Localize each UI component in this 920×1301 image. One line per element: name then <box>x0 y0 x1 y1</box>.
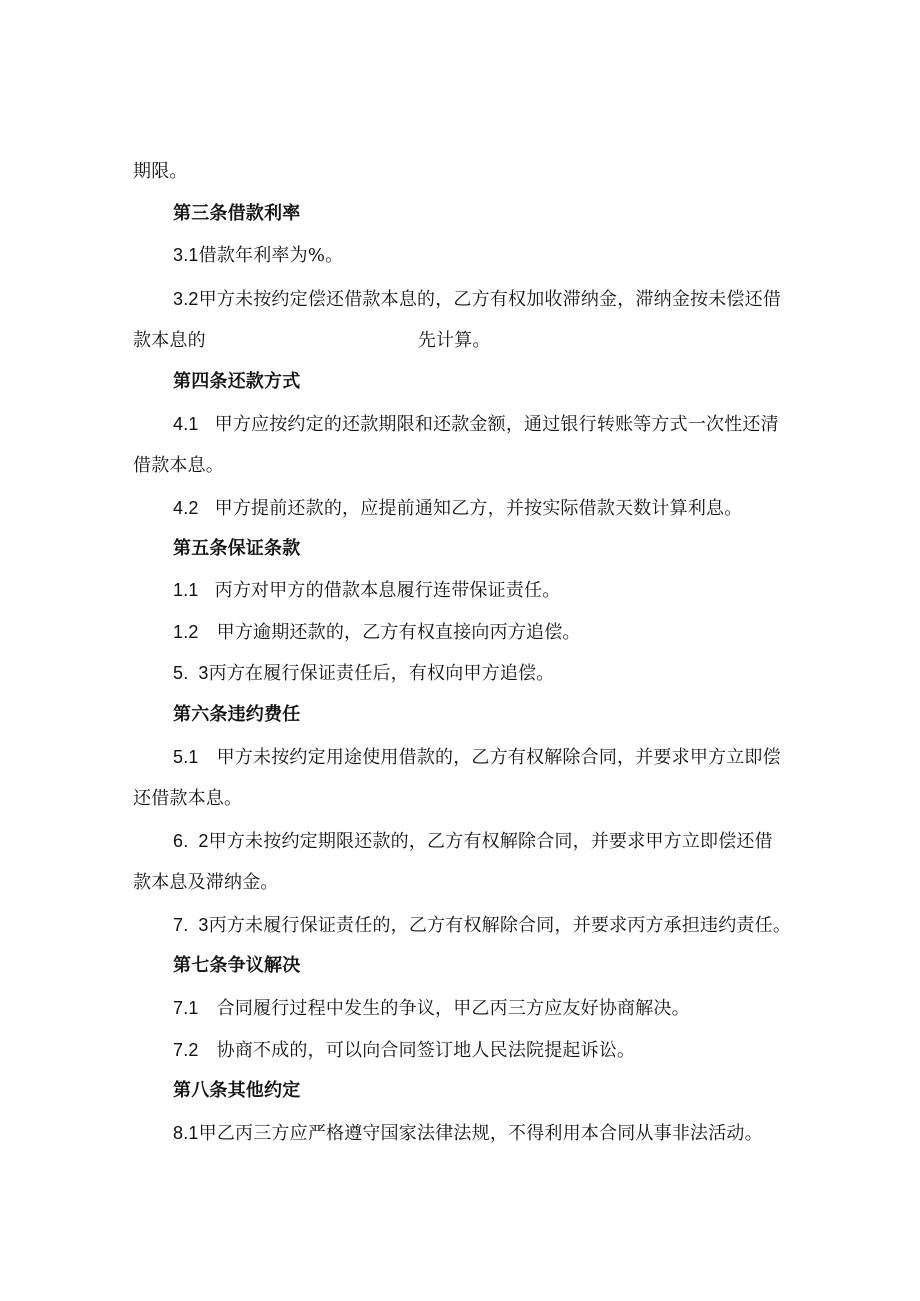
section-4-heading <box>0 370 920 394</box>
clause-5-2 <box>0 620 920 645</box>
clause-6-2-text-1: 甲方未按约定期限还款的，乙方有权解除合同，并要求甲方立即偿还借 <box>208 831 773 852</box>
clause-7-2-number: 7.2 <box>173 1040 199 1060</box>
clause-4-2-text: 甲方提前还款的，应提前通知乙方，并按实际借款天数计算利息。 <box>214 498 743 519</box>
clause-3-2-text-1: 甲方未按约定偿还借款本息的，乙方有权加收滞纳金，滞纳金按未偿还借 <box>198 289 782 310</box>
clause-4-2-number: 4.2 <box>173 498 199 518</box>
clause-4-2 <box>0 496 920 521</box>
clause-6-3 <box>0 913 920 938</box>
clause-3-2-line-2 <box>0 329 920 353</box>
clause-5-1-text: 丙方对甲方的借款本息履行连带保证责任。 <box>214 580 561 601</box>
clause-5-3-number-2: 3 <box>198 663 209 683</box>
clause-6-3-number-2: 3 <box>198 915 209 935</box>
section-8-heading <box>0 1079 920 1103</box>
clause-3-2-text-2b: 先计算。 <box>417 330 491 351</box>
section-6-heading-text: 第六条违约费任 <box>173 704 301 725</box>
clause-8-1 <box>0 1121 920 1146</box>
clause-7-1-number: 7.1 <box>173 998 199 1018</box>
clause-4-1-text-2: 借款本息。 <box>133 455 224 476</box>
clause-7-1-text: 合同履行过程中发生的争议，甲乙丙三方应友好协商解决。 <box>216 998 690 1019</box>
clause-6-1-line-2 <box>0 787 920 811</box>
clause-3-2-number: 3.2 <box>173 289 199 309</box>
section-8-heading-text: 第八条其他约定 <box>173 1080 301 1101</box>
clause-4-1-line-2 <box>0 454 920 478</box>
clause-8-1-text: 甲乙丙三方应严格遵守国家法律法规，不得利用本合同从事非法活动。 <box>198 1123 763 1144</box>
clause-5-3-text: 丙方在履行保证责任后，有权向甲方追偿。 <box>208 663 555 684</box>
section-3-heading-text: 第三条借款利率 <box>173 203 301 224</box>
clause-6-1-number: 5.1 <box>173 747 199 767</box>
clause-5-1-number: 1.1 <box>173 580 199 600</box>
clause-6-1-text-2: 还借款本息。 <box>133 788 243 809</box>
clause-6-3-number: 7. <box>173 915 189 935</box>
clause-5-3 <box>0 661 920 686</box>
clause-6-2-text-2: 款本息及滞纳金。 <box>133 872 279 893</box>
section-6-heading <box>0 703 920 727</box>
clause-7-2-text: 协商不成的，可以向合同签订地人民法院提起诉讼。 <box>216 1040 636 1061</box>
clause-6-2-number-2: 2 <box>198 831 209 851</box>
clause-6-2-line-2 <box>0 871 920 895</box>
continuation-text <box>0 160 920 184</box>
clause-3-2-text-2a: 款本息的 <box>133 330 206 351</box>
clause-5-2-text: 甲方逾期还款的，乙方有权直接向丙方追偿。 <box>216 622 581 643</box>
continuation-label: 期限。 <box>133 161 188 182</box>
clause-6-1-text-1: 甲方未按约定用途使用借款的，乙方有权解除合同，并要求甲方立即偿 <box>216 747 781 768</box>
section-7-heading-text: 第七条争议解决 <box>173 955 301 976</box>
clause-3-2-line-1 <box>0 287 920 312</box>
section-5-heading <box>0 537 920 561</box>
section-7-heading <box>0 954 920 978</box>
clause-3-1 <box>0 243 920 268</box>
section-4-heading-text: 第四条还款方式 <box>173 371 301 392</box>
clause-8-1-number: 8.1 <box>173 1123 199 1143</box>
clause-5-3-number: 5. <box>173 663 189 683</box>
clause-6-3-text: 丙方未履行保证责任的，乙方有权解除合同，并要求丙方承担违约责任。 <box>208 915 792 936</box>
clause-6-2-line-1 <box>0 829 920 854</box>
clause-3-1-text: 借款年利率为%。 <box>198 245 344 266</box>
clause-7-1 <box>0 996 920 1021</box>
section-5-heading-text: 第五条保证条款 <box>173 538 301 559</box>
clause-5-1 <box>0 578 920 603</box>
clause-6-2-number: 6. <box>173 831 189 851</box>
clause-6-1-line-1 <box>0 745 920 770</box>
clause-4-1-text-1: 甲方应按约定的还款期限和还款金额，通过银行转账等方式一次性还清 <box>214 414 779 435</box>
clause-7-2 <box>0 1038 920 1063</box>
clause-4-1-line-1 <box>0 412 920 437</box>
clause-4-1-number: 4.1 <box>173 414 199 434</box>
section-3-heading <box>0 202 920 226</box>
clause-5-2-number: 1.2 <box>173 622 199 642</box>
clause-3-1-number: 3.1 <box>173 245 199 265</box>
